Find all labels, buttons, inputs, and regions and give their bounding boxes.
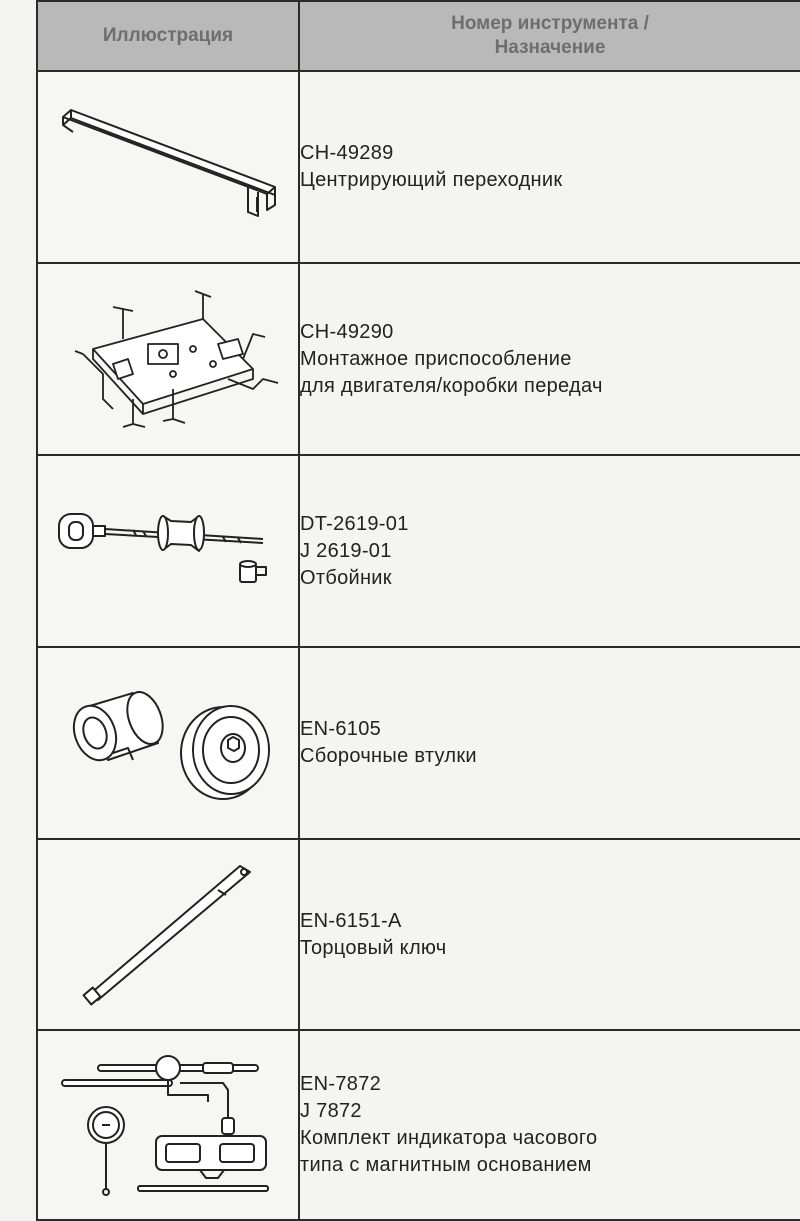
illustration-cell xyxy=(37,71,299,263)
table-row xyxy=(37,71,800,263)
tools-table xyxy=(36,0,800,1221)
illustration-cell xyxy=(37,1030,299,1220)
illustration-cell xyxy=(37,839,299,1030)
table-row xyxy=(37,1030,800,1220)
illustration-cell xyxy=(37,455,299,647)
description-cell xyxy=(299,647,800,839)
engine-fixture-icon xyxy=(53,279,283,439)
illustration-cell xyxy=(37,263,299,455)
description-cell xyxy=(299,1030,800,1220)
tool-number: CH-49290 xyxy=(300,320,394,343)
dial-indicator-kit-icon xyxy=(58,1050,278,1200)
header-tool-number-line2: Назначение xyxy=(494,37,606,58)
description-cell xyxy=(299,71,800,263)
tool-number: EN-6151-A xyxy=(300,909,402,932)
table-header-row xyxy=(37,1,800,71)
tool-purpose: Центрирующий переходник xyxy=(300,169,563,191)
table-row xyxy=(37,263,800,455)
header-illustration: Иллюстрация xyxy=(37,1,299,71)
tool-number: EN-6105 xyxy=(300,718,382,740)
tool-purpose: Торцовый ключ xyxy=(300,936,447,959)
tool-number-alt: J 7872 xyxy=(300,1100,362,1122)
description-cell xyxy=(299,839,800,1030)
table-row xyxy=(37,647,800,839)
table-row xyxy=(37,839,800,1030)
tool-purpose: типа с магнитным основанием xyxy=(300,1154,592,1176)
assembly-bushings-icon xyxy=(53,678,283,808)
tool-purpose: Комплект индикатора часового xyxy=(300,1127,598,1149)
tool-purpose: Монтажное приспособление xyxy=(300,347,572,370)
table-row xyxy=(37,455,800,647)
slide-hammer-icon xyxy=(53,496,283,606)
centering-adapter-icon xyxy=(53,92,283,242)
tool-number: CH-49289 xyxy=(300,142,394,164)
tool-number: EN-7872 xyxy=(300,1073,382,1095)
socket-wrench-icon xyxy=(68,860,268,1010)
tool-number-alt: J 2619-01 xyxy=(300,539,392,562)
tool-purpose: Отбойник xyxy=(300,566,392,589)
tool-purpose: для двигателя/коробки передач xyxy=(300,374,603,397)
tool-number: DT-2619-01 xyxy=(300,512,409,535)
description-cell xyxy=(299,455,800,647)
header-tool-number-line1: Номер инструмента / xyxy=(451,13,649,34)
description-cell xyxy=(299,263,800,455)
tool-purpose: Сборочные втулки xyxy=(300,745,477,767)
header-tool-number xyxy=(299,1,800,71)
illustration-cell xyxy=(37,647,299,839)
